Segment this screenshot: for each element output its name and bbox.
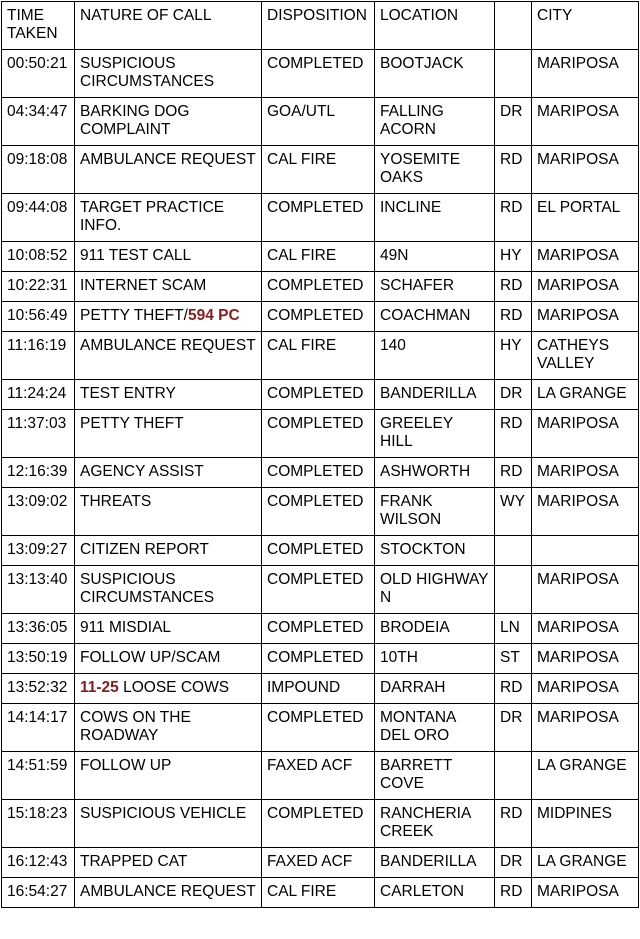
table-row [2,146,639,194]
cell-nature [75,458,262,488]
cell-location: FRANK WILSON [375,488,495,536]
cell-time: 13:52:32 [2,674,75,704]
cell-time: 09:44:08 [2,194,75,242]
cell-location: GREELEY HILL [375,410,495,458]
cell-suffix [495,566,532,614]
cell-suffix [495,536,532,566]
cell-suffix: DR [495,98,532,146]
nature-text: TRAPPED CAT [80,853,188,870]
nature-text: AGENCY ASSIST [80,463,204,480]
cell-suffix [495,752,532,800]
cell-suffix: DR [495,380,532,410]
cell-location: OLD HIGHWAY N [375,566,495,614]
table-row [2,674,639,704]
cell-location: ASHWORTH [375,458,495,488]
cell-disposition: FAXED ACF [262,848,375,878]
cell-city: LA GRANGE [532,848,639,878]
cell-city: LA GRANGE [532,752,639,800]
cell-disposition: IMPOUND [262,674,375,704]
cell-location: 140 [375,332,495,380]
cell-location: RANCHERIA CREEK [375,800,495,848]
nature-text: AMBULANCE REQUEST [80,337,256,354]
cell-disposition: CAL FIRE [262,878,375,908]
cell-time: 10:08:52 [2,242,75,272]
cell-city: MARIPOSA [532,644,639,674]
cell-location: INCLINE [375,194,495,242]
table-row [2,410,639,458]
cell-suffix: WY [495,488,532,536]
cell-nature [75,380,262,410]
cell-city: MARIPOSA [532,146,639,194]
cell-disposition: COMPLETED [262,536,375,566]
cell-location: STOCKTON [375,536,495,566]
cell-time: 13:36:05 [2,614,75,644]
cell-suffix: ST [495,644,532,674]
cell-time: 10:22:31 [2,272,75,302]
cell-nature [75,50,262,98]
cell-time: 11:16:19 [2,332,75,380]
cell-nature [75,302,262,332]
cell-nature [75,410,262,458]
cell-nature [75,194,262,242]
cell-time: 13:09:27 [2,536,75,566]
nature-text: INTERNET SCAM [80,277,207,294]
cell-disposition: FAXED ACF [262,752,375,800]
cell-city [532,536,639,566]
cell-suffix: RD [495,878,532,908]
cell-disposition: COMPLETED [262,566,375,614]
cell-time: 00:50:21 [2,50,75,98]
table-row [2,272,639,302]
cell-location: FALLING ACORN [375,98,495,146]
table-row [2,704,639,752]
cell-disposition: COMPLETED [262,50,375,98]
table-row [2,848,639,878]
nature-text: SUSPICIOUS CIRCUMSTANCES [80,571,215,606]
cell-suffix [495,50,532,98]
cell-nature [75,566,262,614]
nature-text: PETTY THEFT [80,415,184,432]
table-row [2,566,639,614]
cell-city: MARIPOSA [532,566,639,614]
cell-suffix: DR [495,704,532,752]
cell-location: COACHMAN [375,302,495,332]
cell-suffix: RD [495,674,532,704]
cell-city: MARIPOSA [532,98,639,146]
cell-suffix: RD [495,302,532,332]
nature-text: AMBULANCE REQUEST [80,883,256,900]
nature-text: PETTY THEFT/ [80,307,188,324]
cell-time: 04:34:47 [2,98,75,146]
cell-time: 13:50:19 [2,644,75,674]
cell-time: 16:54:27 [2,878,75,908]
header-time: TIME TAKEN [2,2,75,50]
nature-code-highlight: 594 PC [187,307,240,324]
nature-text: SUSPICIOUS VEHICLE [80,805,247,822]
cell-city: MARIPOSA [532,674,639,704]
cell-location: BANDERILLA [375,848,495,878]
table-row [2,50,639,98]
cell-suffix: RD [495,410,532,458]
cell-city: LA GRANGE [532,380,639,410]
nature-text: SUSPICIOUS CIRCUMSTANCES [80,55,215,90]
table-row [2,194,639,242]
table-row [2,242,639,272]
cell-suffix: DR [495,848,532,878]
cell-disposition: COMPLETED [262,410,375,458]
nature-text: LOOSE COWS [118,679,230,696]
cell-city: EL PORTAL [532,194,639,242]
table-row [2,458,639,488]
cell-time: 14:14:17 [2,704,75,752]
cell-disposition: GOA/UTL [262,98,375,146]
cell-suffix: LN [495,614,532,644]
cell-nature [75,536,262,566]
cell-disposition: CAL FIRE [262,332,375,380]
cell-city: CATHEYS VALLEY [532,332,639,380]
cell-city: MARIPOSA [532,704,639,752]
cell-disposition: CAL FIRE [262,242,375,272]
cell-disposition: COMPLETED [262,488,375,536]
cell-nature [75,644,262,674]
cell-location: YOSEMITE OAKS [375,146,495,194]
cell-location: 49N [375,242,495,272]
table-row [2,302,639,332]
cell-disposition: COMPLETED [262,458,375,488]
table-row [2,536,639,566]
cell-disposition: COMPLETED [262,614,375,644]
header-nature: NATURE OF CALL [75,2,262,50]
cell-time: 13:09:02 [2,488,75,536]
nature-text: FOLLOW UP [80,757,172,774]
cell-suffix: RD [495,194,532,242]
cell-suffix: HY [495,332,532,380]
table-body [2,50,639,908]
nature-text: COWS ON THE ROADWAY [80,709,196,744]
nature-text: CITIZEN REPORT [80,541,209,558]
cell-disposition: COMPLETED [262,302,375,332]
cell-disposition: CAL FIRE [262,146,375,194]
cell-nature [75,800,262,848]
cell-nature [75,674,262,704]
cell-city: MARIPOSA [532,242,639,272]
cell-nature [75,752,262,800]
table-row [2,488,639,536]
header-row [2,2,639,50]
nature-text: THREATS [80,493,152,510]
table-row [2,332,639,380]
header-city: CITY [532,2,639,50]
cell-location: DARRAH [375,674,495,704]
nature-text: FOLLOW UP/SCAM [80,649,221,666]
cell-city: MARIPOSA [532,878,639,908]
cell-time: 10:56:49 [2,302,75,332]
cell-nature [75,704,262,752]
table-row [2,800,639,848]
cell-disposition: COMPLETED [262,380,375,410]
cell-nature [75,98,262,146]
cell-location: BANDERILLA [375,380,495,410]
cell-time: 12:16:39 [2,458,75,488]
cell-disposition: COMPLETED [262,194,375,242]
cell-location: CARLETON [375,878,495,908]
cell-location: MONTANA DEL ORO [375,704,495,752]
cell-nature [75,272,262,302]
cell-location: BARRETT COVE [375,752,495,800]
header-location: LOCATION [375,2,495,50]
cell-nature [75,488,262,536]
cell-nature [75,614,262,644]
call-log-table [1,1,639,908]
cell-nature [75,878,262,908]
cell-city: MARIPOSA [532,272,639,302]
cell-suffix: HY [495,242,532,272]
cell-city: MARIPOSA [532,488,639,536]
table-row [2,752,639,800]
cell-location: SCHAFER [375,272,495,302]
table-row [2,380,639,410]
cell-time: 15:18:23 [2,800,75,848]
table-row [2,878,639,908]
table-row [2,614,639,644]
nature-text: AMBULANCE REQUEST [80,151,256,168]
nature-code-highlight: 11-25 [80,679,119,696]
cell-time: 11:37:03 [2,410,75,458]
nature-text: TEST ENTRY [80,385,176,402]
cell-suffix: RD [495,458,532,488]
cell-disposition: COMPLETED [262,272,375,302]
cell-disposition: COMPLETED [262,644,375,674]
nature-text: BARKING DOG COMPLAINT [80,103,194,138]
nature-text: TARGET PRACTICE INFO. [80,199,229,234]
cell-suffix: RD [495,800,532,848]
cell-nature [75,242,262,272]
cell-city: MIDPINES [532,800,639,848]
nature-text: 911 TEST CALL [80,247,192,264]
cell-time: 16:12:43 [2,848,75,878]
table-row [2,644,639,674]
cell-nature [75,146,262,194]
cell-disposition: COMPLETED [262,800,375,848]
cell-location: BOOTJACK [375,50,495,98]
cell-city: MARIPOSA [532,458,639,488]
cell-suffix: RD [495,146,532,194]
cell-nature [75,332,262,380]
cell-city: MARIPOSA [532,50,639,98]
table-row [2,98,639,146]
cell-disposition: COMPLETED [262,704,375,752]
cell-location: 10TH [375,644,495,674]
cell-city: MARIPOSA [532,614,639,644]
cell-city: MARIPOSA [532,410,639,458]
header-suffix [495,2,532,50]
cell-suffix: RD [495,272,532,302]
cell-time: 14:51:59 [2,752,75,800]
cell-city: MARIPOSA [532,302,639,332]
cell-location: BRODEIA [375,614,495,644]
cell-time: 09:18:08 [2,146,75,194]
cell-nature [75,848,262,878]
nature-text: 911 MISDIAL [80,619,172,636]
header-disposition: DISPOSITION [262,2,375,50]
cell-time: 11:24:24 [2,380,75,410]
cell-time: 13:13:40 [2,566,75,614]
